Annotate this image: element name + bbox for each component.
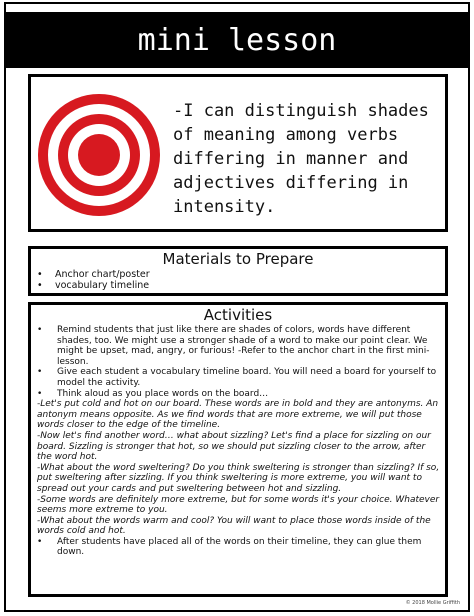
activity-paragraph: -What about the words warm and cool? You will want to place those words inside of the words cold and hot. <box>37 515 431 537</box>
activity-bullet: • After students have placed all of the words on their timeline, they can glue them down. <box>37 536 422 558</box>
activity-paragraph: -Now let's find another word… what about sizzling? Let's find a place for sizzling on our board. Sizzling is stronger that hot, so we should put sizzling closer to the arrow, after the word hot. <box>37 430 431 463</box>
materials-item: • Anchor chart/poster <box>37 269 445 280</box>
activity-bullet: • Give each student a vocabulary timeline board. You will need a board for yourself to model the activity. <box>37 367 437 388</box>
activity-paragraph: -What about the word sweltering? Do you think sweltering is stronger than sizzling? If so, put sweltering after sizzling. If you think sweltering is more extreme, you will want to spread out your cards and put sweltering between hot and sizzling. <box>37 462 440 494</box>
title-banner <box>6 12 468 68</box>
activities-body <box>31 325 445 558</box>
materials-list <box>31 269 445 291</box>
activities-box <box>28 302 448 597</box>
activity-bullet: • Think aloud as you place words on the board… <box>37 388 269 399</box>
materials-item: • vocabulary timeline <box>37 280 445 291</box>
lesson-page <box>4 2 470 612</box>
target-icon <box>37 93 161 217</box>
banner-title: mini lesson <box>137 22 337 58</box>
activity-bullet: • Remind students that just like there are shades of colors, words have different shades, too. We might use a stronger shade of a word to make our point clear. We might be upset, mad, angry, or furious! -Refer to the anchor chart in the first mini-lesson. <box>37 325 430 367</box>
activity-paragraph: -Let's put cold and hot on our board. These words are in bold and they are antonyms. An antonym means opposite. As we find words that are more extreme, we will put those words closer to the edge of the timeline. <box>37 399 439 431</box>
activities-title: Activities <box>203 306 273 324</box>
activity-paragraph: -Some words are definitely more extreme, but for some words it's your choice. Whatever seems more extreme to you. <box>37 494 440 516</box>
materials-box <box>28 246 448 296</box>
objective-text: -I can distinguish shades of meaning among verbs differing in manner and adjectives differing in intensity. <box>173 101 429 217</box>
materials-title: Materials to Prepare <box>162 250 314 268</box>
copyright-credit: © 2018 Mollie Griffith <box>405 600 460 606</box>
objective-box <box>28 74 448 232</box>
